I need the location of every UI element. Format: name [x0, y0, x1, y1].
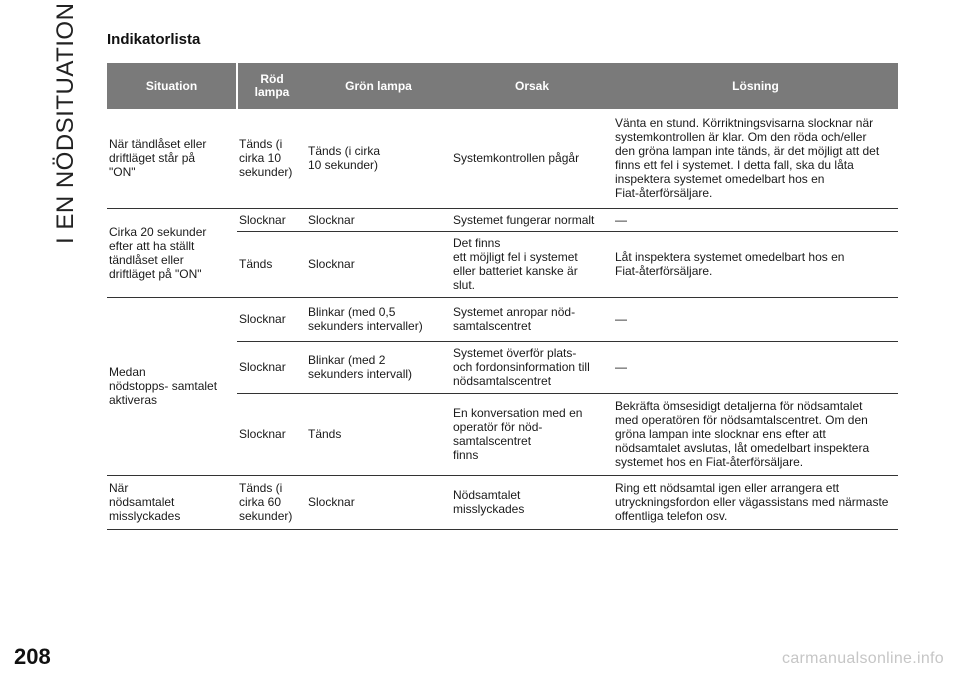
green-lamp-cell: Slocknar	[306, 475, 451, 529]
solution-cell: —	[613, 297, 898, 341]
red-lamp-cell: Slocknar	[237, 393, 306, 475]
cause-cell: Systemkontrollen pågår	[451, 109, 613, 208]
red-lamp-cell: Slocknar	[237, 208, 306, 231]
solution-cell: —	[613, 341, 898, 393]
cause-cell: En konversation med en operatör för nöd- samtalscentret finns	[451, 393, 613, 475]
solution-cell: —	[613, 208, 898, 231]
table-header-row	[107, 63, 898, 109]
watermark: carmanualsonline.info	[782, 650, 944, 667]
page-number: 208	[14, 644, 51, 669]
chapter-title: I EN NÖDSITUATION	[52, 2, 79, 244]
green-lamp-cell: Blinkar (med 2 sekunders intervall)	[306, 341, 451, 393]
table-row	[107, 109, 898, 208]
red-lamp-cell: Tänds (i cirka 60 sekunder)	[237, 475, 306, 529]
cause-cell: Systemet anropar nöd- samtalscentret	[451, 297, 613, 341]
green-lamp-cell: Slocknar	[306, 208, 451, 231]
green-lamp-cell: Tänds	[306, 393, 451, 475]
section-title: Indikatorlista	[107, 31, 201, 48]
red-lamp-cell: Tänds (i cirka 10 sekunder)	[237, 109, 306, 208]
situation-cell: Medan nödstopps- samtalet aktiveras	[107, 297, 237, 475]
table-row	[107, 297, 898, 341]
situation-cell: När nödsamtalet misslyckades	[107, 475, 237, 529]
cause-cell: Det finns ett möjligt fel i systemet eller batteriet kanske är slut.	[451, 231, 613, 297]
green-lamp-cell: Tänds (i cirka 10 sekunder)	[306, 109, 451, 208]
solution-cell: Bekräfta ömsesidigt detaljerna för nödsamtalet med operatören för nödsamtalscentret. Om den gröna lampan inte slocknar ens efter att nödsamtalet avslutas, låt omedelbart inspektera systemet hos en Fiat-återförsäljare.	[613, 393, 898, 475]
header-solution: Lösning	[613, 63, 898, 109]
green-lamp-cell: Slocknar	[306, 231, 451, 297]
solution-cell: Vänta en stund. Körriktningsvisarna slocknar när systemkontrollen är klar. Om den röda och/eller den gröna lampan inte tänds, är det möjligt att det finns ett fel i systemet. I detta fall, ska du låta inspektera systemet omedelbart hos en Fiat-återförsäljare.	[613, 109, 898, 208]
header-green-lamp: Grön lampa	[306, 63, 451, 109]
solution-cell: Ring ett nödsamtal igen eller arrangera ett utryckningsfordon eller vägassistans med närmaste offentliga telefon osv.	[613, 475, 898, 529]
cause-cell: Systemet fungerar normalt	[451, 208, 613, 231]
red-lamp-cell: Slocknar	[237, 341, 306, 393]
table-row	[107, 475, 898, 529]
header-situation: Situation	[107, 63, 237, 109]
red-lamp-cell: Tänds	[237, 231, 306, 297]
red-lamp-cell: Slocknar	[237, 297, 306, 341]
situation-cell: När tändlåset eller driftläget står på "ON"	[107, 109, 237, 208]
cause-cell: Systemet överför plats- och fordonsinformation till nödsamtalscentret	[451, 341, 613, 393]
indicator-table	[107, 63, 898, 530]
cause-cell: Nödsamtalet misslyckades	[451, 475, 613, 529]
solution-cell: Låt inspektera systemet omedelbart hos en Fiat-återförsäljare.	[613, 231, 898, 297]
situation-cell: Cirka 20 sekunder efter att ha ställt tändlåset eller driftläget på "ON"	[107, 208, 237, 297]
table-row	[107, 208, 898, 231]
header-cause: Orsak	[451, 63, 613, 109]
green-lamp-cell: Blinkar (med 0,5 sekunders intervaller)	[306, 297, 451, 341]
header-red-lamp: Röd lampa	[237, 63, 306, 109]
